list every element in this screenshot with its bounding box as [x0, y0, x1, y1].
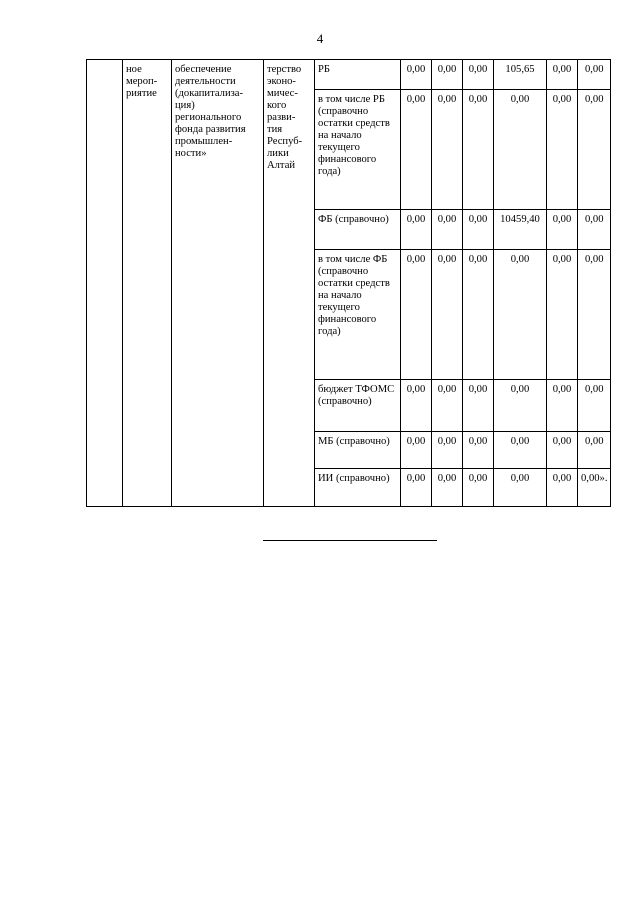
value-cell: 10459,40	[494, 210, 547, 250]
executor-cell: терство эконо- мичес- кого разви- тия Респуб- лики Алтай	[264, 60, 315, 507]
value-cell: 0,00	[547, 90, 578, 210]
value-cell: 0,00	[432, 60, 463, 90]
value-cell: 0,00	[578, 380, 611, 432]
value-cell: 0,00	[401, 432, 432, 469]
value-cell: 0,00	[494, 380, 547, 432]
value-cell: 0,00	[494, 432, 547, 469]
value-cell: 0,00	[463, 432, 494, 469]
value-cell: 0,00	[432, 210, 463, 250]
value-cell: 0,00	[401, 90, 432, 210]
value-cell: 0,00	[547, 210, 578, 250]
value-cell: 0,00	[432, 469, 463, 507]
value-cell: 0,00	[432, 432, 463, 469]
value-cell: 0,00	[547, 60, 578, 90]
funding-source-cell: РБ	[315, 60, 401, 90]
event-type-cell: ное мероп- риятие	[123, 60, 172, 507]
value-cell: 0,00	[463, 469, 494, 507]
page-number: 4	[316, 31, 324, 46]
end-rule	[263, 540, 437, 541]
value-cell: 0,00	[401, 469, 432, 507]
value-cell: 0,00	[578, 250, 611, 380]
value-cell: 0,00	[547, 469, 578, 507]
funding-source-cell: ФБ (справочно)	[315, 210, 401, 250]
value-cell: 0,00	[494, 469, 547, 507]
funding-source-cell: бюджет ТФОМС (справочно)	[315, 380, 401, 432]
value-cell: 0,00	[463, 250, 494, 380]
value-cell: 0,00	[578, 210, 611, 250]
value-cell: 0,00	[547, 432, 578, 469]
value-cell: 0,00	[494, 250, 547, 380]
value-cell: 0,00	[463, 210, 494, 250]
funding-source-cell: ИИ (справочно)	[315, 469, 401, 507]
value-cell: 0,00».	[578, 469, 611, 507]
event-name-cell: обеспечение деятельности (докапитализа- ция) регионального фонда развития промышлен- ности»	[172, 60, 264, 507]
value-cell: 0,00	[401, 250, 432, 380]
value-cell: 0,00	[432, 380, 463, 432]
value-cell: 0,00	[401, 210, 432, 250]
funding-source-cell: МБ (справочно)	[315, 432, 401, 469]
value-cell: 0,00	[578, 432, 611, 469]
value-cell: 0,00	[463, 90, 494, 210]
value-cell: 0,00	[432, 250, 463, 380]
funding-source-cell: в том числе ФБ (справочно остатки средств на начало текущего финансового года)	[315, 250, 401, 380]
value-cell: 0,00	[578, 60, 611, 90]
funding-table	[86, 59, 611, 507]
funding-source-cell: в том числе РБ (справочно остатки средств на начало текущего финансового года)	[315, 90, 401, 210]
value-cell: 0,00	[547, 250, 578, 380]
value-cell: 0,00	[578, 90, 611, 210]
index-cell	[87, 60, 123, 507]
value-cell: 0,00	[401, 60, 432, 90]
value-cell: 0,00	[494, 90, 547, 210]
table-row	[87, 60, 611, 90]
value-cell: 0,00	[463, 60, 494, 90]
value-cell: 0,00	[547, 380, 578, 432]
value-cell: 0,00	[463, 380, 494, 432]
value-cell: 105,65	[494, 60, 547, 90]
value-cell: 0,00	[401, 380, 432, 432]
value-cell: 0,00	[432, 90, 463, 210]
